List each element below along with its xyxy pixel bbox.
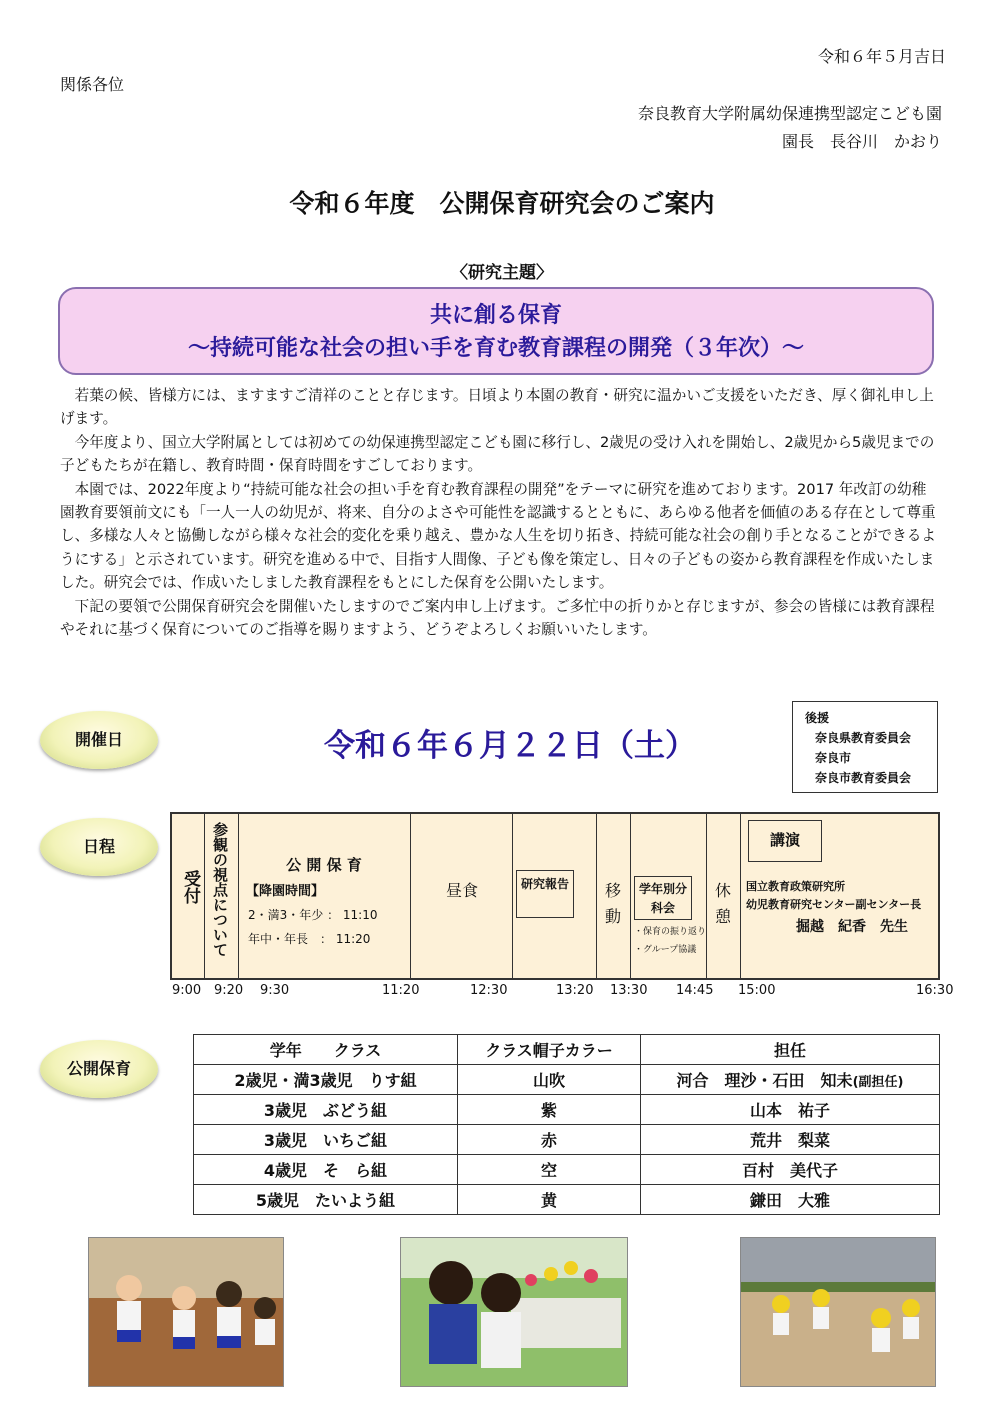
- intro-paragraph: 若葉の候、皆様方には、ますますご清祥のことと存じます。日頃より本園の教育・研究に温かいご支援をいただき、厚く御礼申し上げます。: [60, 387, 934, 428]
- table-row: [194, 1065, 940, 1095]
- class-name: 4歳児 そ ら組: [194, 1155, 458, 1185]
- class-name: 2歳児・満3歳児 りす組: [194, 1065, 458, 1095]
- time-tick: 14:45: [676, 983, 714, 998]
- theme-label: 〈研究主題〉: [451, 263, 553, 283]
- sub-teacher-note: (副担任): [852, 1075, 904, 1090]
- hat-color: 山吹: [458, 1065, 641, 1095]
- schedule-timeline: [170, 812, 940, 980]
- schedule-breakout: 学年別分科会: [634, 876, 692, 920]
- table-header-row: [194, 1035, 940, 1065]
- schedule-break: 休憩: [714, 881, 731, 926]
- schedule-dismissal-2: 年中・年長 ： 11:20: [248, 932, 371, 946]
- time-tick: 9:20: [214, 983, 244, 998]
- lecturer-name: 掘越 紀香 先生: [796, 919, 908, 935]
- class-name: 3歳児 ぶどう組: [194, 1095, 458, 1125]
- schedule-report: 研究報告: [516, 870, 574, 918]
- schedule-dismissal-1: 2・満3・年少 ： 11:10: [248, 908, 378, 922]
- lecturer-org-2: 幼児教育研究センター副センター長: [746, 898, 922, 911]
- sponsor-item: 奈良県教育委員会: [815, 731, 912, 745]
- table-header: クラス帽子カラー: [458, 1035, 641, 1065]
- time-tick: 11:20: [382, 983, 420, 998]
- time-tick: 9:30: [260, 983, 290, 998]
- theme-box: [58, 287, 934, 375]
- schedule-breakout-note: ・グループ協議: [634, 945, 697, 955]
- intro-paragraph: 本園では、2022年度より“持続可能な社会の担い手を育む教育課程の開発”をテーマに研究を進めております。2017 年改訂の幼稚園教育要領前文にも「一人一人の幼児が、将来、自分のよさや可能性を認識するとともに、あらゆる他者を価値のある存在として尊重し、多様な人々と協働しながら様々な社会的変化を乗り越え、豊かな人生を切り拓き、持続可能な社会の創り手となることができるようにする」と示されています。研究を進める中で、目指す人間像、子ども像を策定し、日々の子どもの姿から教育課程を作成いたしました。研究会では、作成いたしました教育課程をもとにした保育を公開いたします。: [60, 480, 936, 592]
- sponsor-title: 後援: [805, 711, 830, 725]
- teacher: [641, 1065, 940, 1095]
- teacher-names: 河合 理沙・石田 知未: [676, 1071, 853, 1090]
- sponsor-item: 奈良市: [815, 751, 852, 765]
- hat-color: 赤: [458, 1125, 641, 1155]
- table-row: [194, 1185, 940, 1215]
- table-header: 学年 クラス: [194, 1035, 458, 1065]
- intro-text: [60, 384, 940, 641]
- org-name: 奈良教育大学附属幼保連携型認定こども園: [637, 104, 942, 123]
- event-date: 令和６年６月２２日（土）: [324, 728, 696, 764]
- date-label-badge: 開催日: [40, 711, 158, 769]
- schedule-lecture-label: 講演: [748, 820, 822, 862]
- addressee: 関係各位: [60, 75, 125, 94]
- lecturer-org-1: 国立教育政策研究所: [746, 880, 845, 893]
- schedule-move: 移動: [604, 881, 621, 926]
- photo-children-sandbox: [740, 1237, 936, 1387]
- schedule-reception: 受付: [180, 870, 200, 904]
- intro-paragraph: 今年度より、国立大学附属としては初めての幼保連携型認定こども園に移行し、2歳児の受け入れを開始し、2歳児から5歳児までの子どもたちが在籍し、教育時間・保育時間をすごしております。: [60, 433, 935, 475]
- schedule-open-class: 公 開 保 育: [286, 856, 362, 874]
- photo-children-running: [88, 1237, 284, 1387]
- schedule-lunch: 昼食: [445, 881, 478, 900]
- time-tick: 13:20: [556, 983, 594, 998]
- schedule-breakout-note: ・保育の振り返り: [634, 927, 707, 937]
- photo-children-flowers: [400, 1237, 628, 1387]
- time-tick: 13:30: [610, 983, 648, 998]
- principal-name: 園長 長谷川 かおり: [781, 132, 942, 151]
- intro-paragraph: 下記の要領で公開保育研究会を開催いたしますのでご案内申し上げます。ご多忙中の折りかと存じますが、参会の皆様には教育課程やそれに基づく保育についてのご指導を賜りますよう、どうぞよろしくお願いいたします。: [60, 597, 935, 639]
- table-row: [194, 1155, 940, 1185]
- teacher: 荒井 梨菜: [641, 1125, 940, 1155]
- table-row: [194, 1125, 940, 1155]
- sponsor-item: 奈良市教育委員会: [815, 771, 912, 785]
- class-table: [193, 1034, 940, 1215]
- schedule-label-badge: 日程: [40, 818, 158, 876]
- theme-line-2: ～持続可能な社会の担い手を育む教育課程の開発（３年次）～: [187, 336, 804, 361]
- time-tick: 12:30: [470, 983, 508, 998]
- class-name: 3歳児 いちご組: [194, 1125, 458, 1155]
- sender-block: [638, 100, 942, 156]
- open-class-label-badge: 公開保育: [40, 1040, 158, 1098]
- table-row: [194, 1095, 940, 1125]
- class-name: 5歳児 たいよう組: [194, 1185, 458, 1215]
- teacher: 山本 祐子: [641, 1095, 940, 1125]
- table-header: 担任: [641, 1035, 940, 1065]
- hat-color: 空: [458, 1155, 641, 1185]
- hat-color: 黄: [458, 1185, 641, 1215]
- time-tick: 16:30: [916, 983, 954, 998]
- page-title: 令和６年度 公開保育研究会のご案内: [289, 189, 715, 218]
- schedule-viewpoint: 参観の視点について: [211, 822, 229, 957]
- schedule-dismissal-title: 【降園時間】: [246, 884, 325, 899]
- time-tick: 9:00: [172, 983, 202, 998]
- teacher: 鎌田 大雅: [641, 1185, 940, 1215]
- hat-color: 紫: [458, 1095, 641, 1125]
- theme-line-1: 共に創る保育: [429, 303, 562, 328]
- teacher: 百村 美代子: [641, 1155, 940, 1185]
- sponsor-box: [792, 701, 938, 793]
- document-date: 令和６年５月吉日: [817, 47, 946, 66]
- time-tick: 15:00: [738, 983, 776, 998]
